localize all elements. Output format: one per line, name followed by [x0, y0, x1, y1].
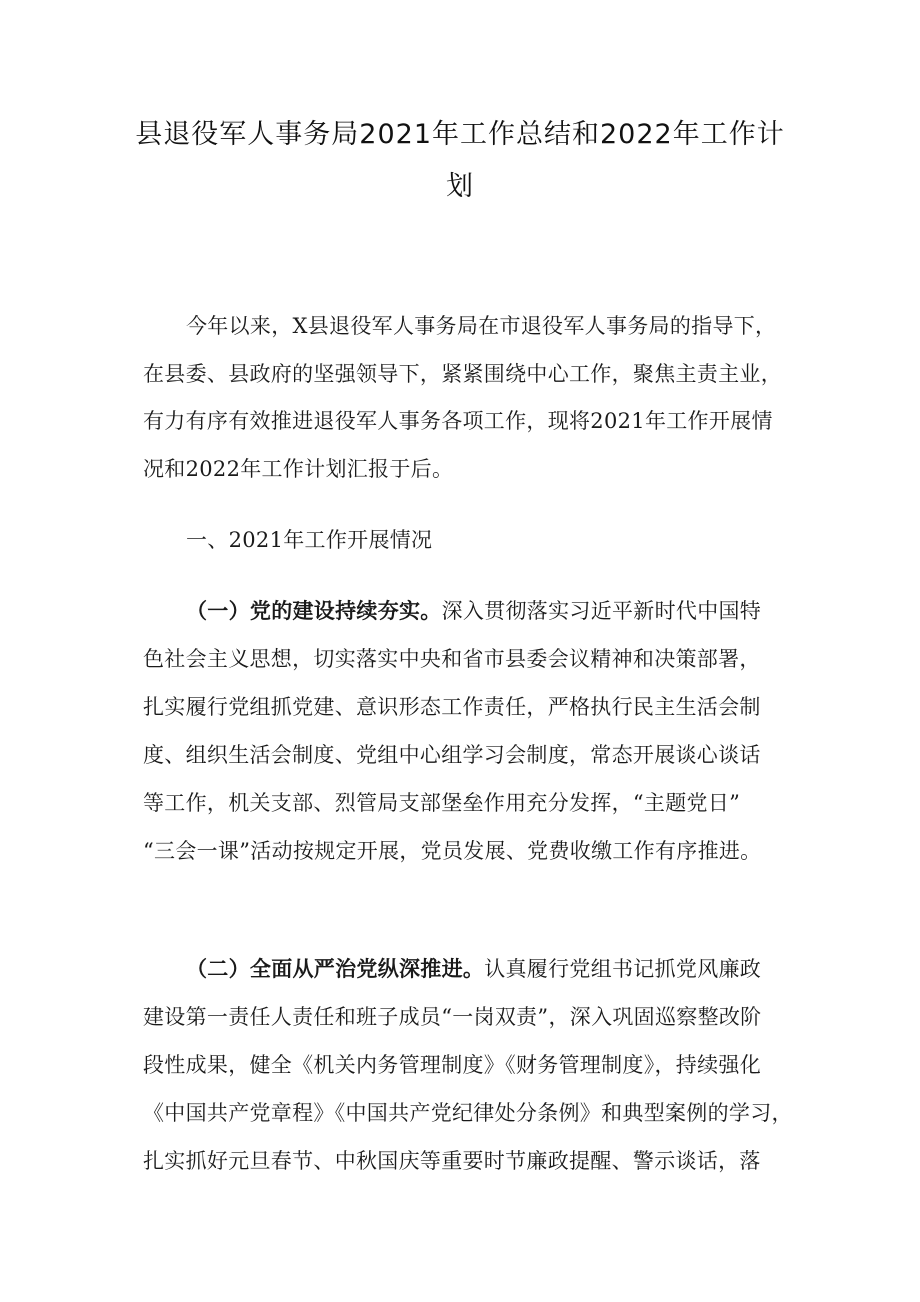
intro-line-2: 在县委、县政府的坚强领导下，紧紧围绕中心工作，聚焦主责主业，: [143, 362, 782, 386]
item-2-line-2: 建设第一责任人责任和班子成员“一岗双责”，深入巩固巡察整改阶: [143, 1005, 762, 1029]
item-2-line-3: 段性成果，健全《机关内务管理制度》《财务管理制度》，持续强化: [143, 1053, 761, 1077]
intro-line-3: 有力有序有效推进退役军人事务各项工作，现将2021年工作开展情: [143, 409, 773, 433]
item-2-first-line: [186, 955, 761, 983]
intro-line-4: 况和2022年工作计划汇报于后。: [143, 457, 454, 481]
item-1-heading: （一）党的建设持续夯实。: [186, 598, 442, 623]
section-1-heading: 一、2021年工作开展情况: [186, 528, 433, 552]
item-1-line-4: 度、组织生活会制度、党组中心组学习会制度，常态开展谈心谈话: [143, 743, 761, 767]
document-title-line-2: 划: [446, 171, 474, 202]
intro-line-1: 今年以来，X县退役军人事务局在市退役军人事务局的指导下，: [186, 314, 777, 338]
item-1-text: 深入贯彻落实习近平新时代中国特: [441, 599, 762, 623]
item-2-line-5: 扎实抓好元旦春节、中秋国庆等重要时节廉政提醒、警示谈话，落: [143, 1149, 761, 1173]
item-1-line-6: “三会一课”活动按规定开展，党员发展、党费收缴工作有序推进。: [143, 839, 762, 863]
item-1-line-3: 扎实履行党组抓党建、意识形态工作责任，严格执行民主生活会制: [143, 695, 761, 719]
item-2-text: 认真履行党组书记抓党风廉政: [484, 957, 762, 981]
item-1-line-5: 等工作，机关支部、烈管局支部堡垒作用充分发挥，“主题党日”: [143, 791, 741, 815]
document-title-line-1: 县退役军人事务局2021年工作总结和2022年工作计: [135, 119, 785, 150]
item-1-line-2: 色社会主义思想，切实落实中央和省市县委会议精神和决策部署，: [143, 647, 761, 671]
item-2-line-4: 《中国共产党章程》《中国共产党纪律处分条例》和典型案例的学习，: [143, 1101, 793, 1125]
item-2-heading: （二）全面从严治党纵深推进。: [186, 956, 485, 981]
item-1-first-line: [186, 597, 761, 625]
